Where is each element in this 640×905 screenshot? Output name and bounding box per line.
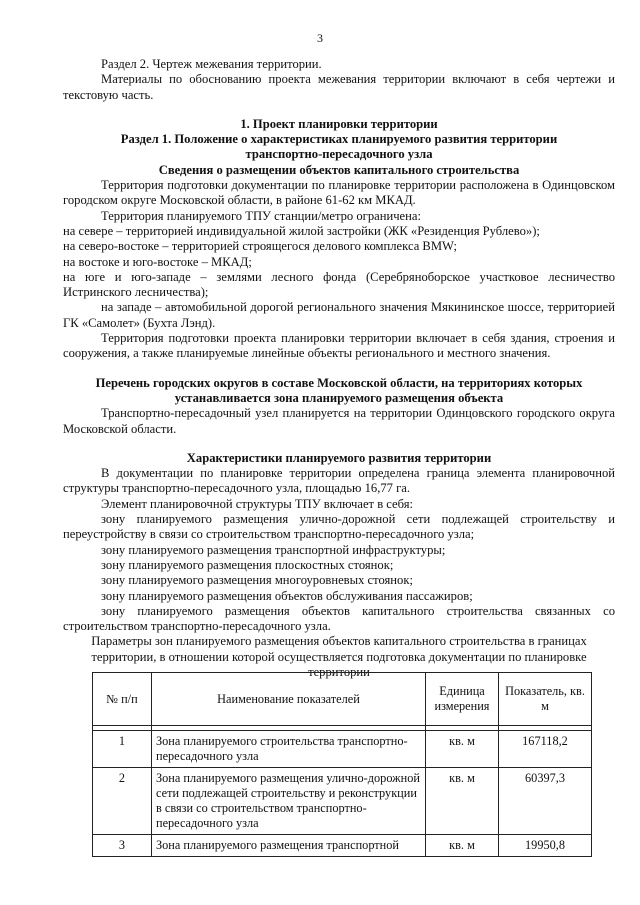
boundary-east: на востоке и юго-востоке – МКАД;: [63, 254, 252, 269]
intro-line-1: Раздел 2. Чертеж межевания территории.: [101, 57, 322, 71]
zone-transport-infrastructure: зону планируемого размещения транспортной инфраструктуры;: [101, 542, 446, 557]
row-value: 60397,3: [499, 768, 592, 835]
heading-project-plan: 1. Проект планировки территории: [240, 116, 438, 131]
boundary-south: на юге и юго-западе – землями лесного фонда (Серебряноборское участковое лесничество Истринского лесничества);: [63, 269, 615, 300]
header-indicator-name: Наименование показателей: [152, 673, 426, 726]
heading-districts-list: Перечень городских округов в составе Московской области, на территориях которых устанавливается зона планируемого размещения объекта: [95, 375, 583, 405]
header-number: № п/п: [93, 673, 152, 726]
row-name: Зона планируемого размещения транспортной: [152, 835, 426, 857]
parameters-table: [92, 672, 592, 857]
heading-section-1: Раздел 1. Положение о характеристиках планируемого развития территории транспортно-пересадочного узла: [120, 132, 558, 162]
zone-road-network: зону планируемого размещения улично-дорожной сети подлежащей строительству и переустройству в связи со строительством транспортно-пересадочного узла;: [63, 512, 615, 542]
paragraph-tpu-location: Транспортно-пересадочный узел планируется на территории Одинцовского городского округа Московской области.: [63, 406, 615, 436]
zone-passenger-service: зону планируемого размещения объектов обслуживания пассажиров;: [101, 588, 473, 603]
header-unit: Единица измерения: [426, 673, 499, 726]
header-value: Показатель, кв. м: [499, 673, 592, 726]
paragraph-element-includes: Элемент планировочной структуры ТПУ включает в себя:: [101, 496, 414, 511]
heading-construction-info: Сведения о размещении объектов капитального строительства: [158, 162, 520, 177]
row-number: 2: [93, 768, 152, 835]
zone-capital-construction: зону планируемого размещения объектов капитального строительства связанных со строительством транспортно-пересадочного узла.: [63, 603, 615, 634]
row-name: Зона планируемого строительства транспортно-пересадочного узла: [152, 731, 426, 768]
paragraph-territory-location: Территория подготовки документации по планировке территории расположена в Одинцовском городском округе Московской области, в районе 61-62 км МКАД.: [63, 178, 615, 208]
row-unit: кв. м: [426, 731, 499, 768]
table-row: [93, 835, 592, 857]
boundary-west: на западе – автомобильной дорогой регионального значения Мякининское шоссе, территорией ГК «Самолет» (Бухта Лэнд).: [63, 300, 615, 330]
paragraph-boundary-area: В документации по планировке территории определена граница элемента планировочной структуры транспортно-пересадочного узла, площадью 16,77 га.: [63, 466, 615, 496]
table-row: [93, 731, 592, 768]
zone-multilevel-parking: зону планируемого размещения многоуровневых стоянок;: [101, 573, 413, 588]
row-unit: кв. м: [426, 768, 499, 835]
paragraph-territory-limits: Территория планируемого ТПУ станции/метро ограничена:: [101, 208, 421, 223]
row-unit: кв. м: [426, 835, 499, 857]
boundary-north: на севере – территорией индивидуальной жилой застройки (ЖК «Резиденция Рублево»);: [63, 223, 540, 238]
zone-flat-parking: зону планируемого размещения плоскостных стоянок;: [101, 557, 394, 572]
row-value: 167118,2: [499, 731, 592, 768]
table-header-row: [93, 673, 592, 726]
row-number: 1: [93, 731, 152, 768]
table-caption: Параметры зон планируемого размещения объектов капитального строительства в границах территории, в отношении которой осуществляется подготовка документации по планировке территории: [91, 634, 587, 679]
intro-line-2: Материалы по обоснованию проекта межевания территории включают в себя чертежи и текстовую часть.: [63, 72, 615, 102]
boundary-northeast: на северо-востоке – территорией строящегося делового комплекса BMW;: [63, 239, 457, 254]
row-number: 3: [93, 835, 152, 857]
paragraph-territory-includes: Территория подготовки проекта планировки территории включает в себя здания, строения и сооружения, а также планируемые линейные объекты регионального и местного значения.: [63, 331, 615, 361]
page-number: 3: [317, 31, 323, 45]
heading-development-characteristics: Характеристики планируемого развития территории: [186, 450, 492, 465]
table-row: [93, 768, 592, 835]
row-value: 19950,8: [499, 835, 592, 857]
document-body: [63, 57, 615, 680]
row-name: Зона планируемого размещения улично-дорожной сети подлежащей строительству и реконструкции в связи со строительством транспортно-пересадочного узла: [152, 768, 426, 835]
